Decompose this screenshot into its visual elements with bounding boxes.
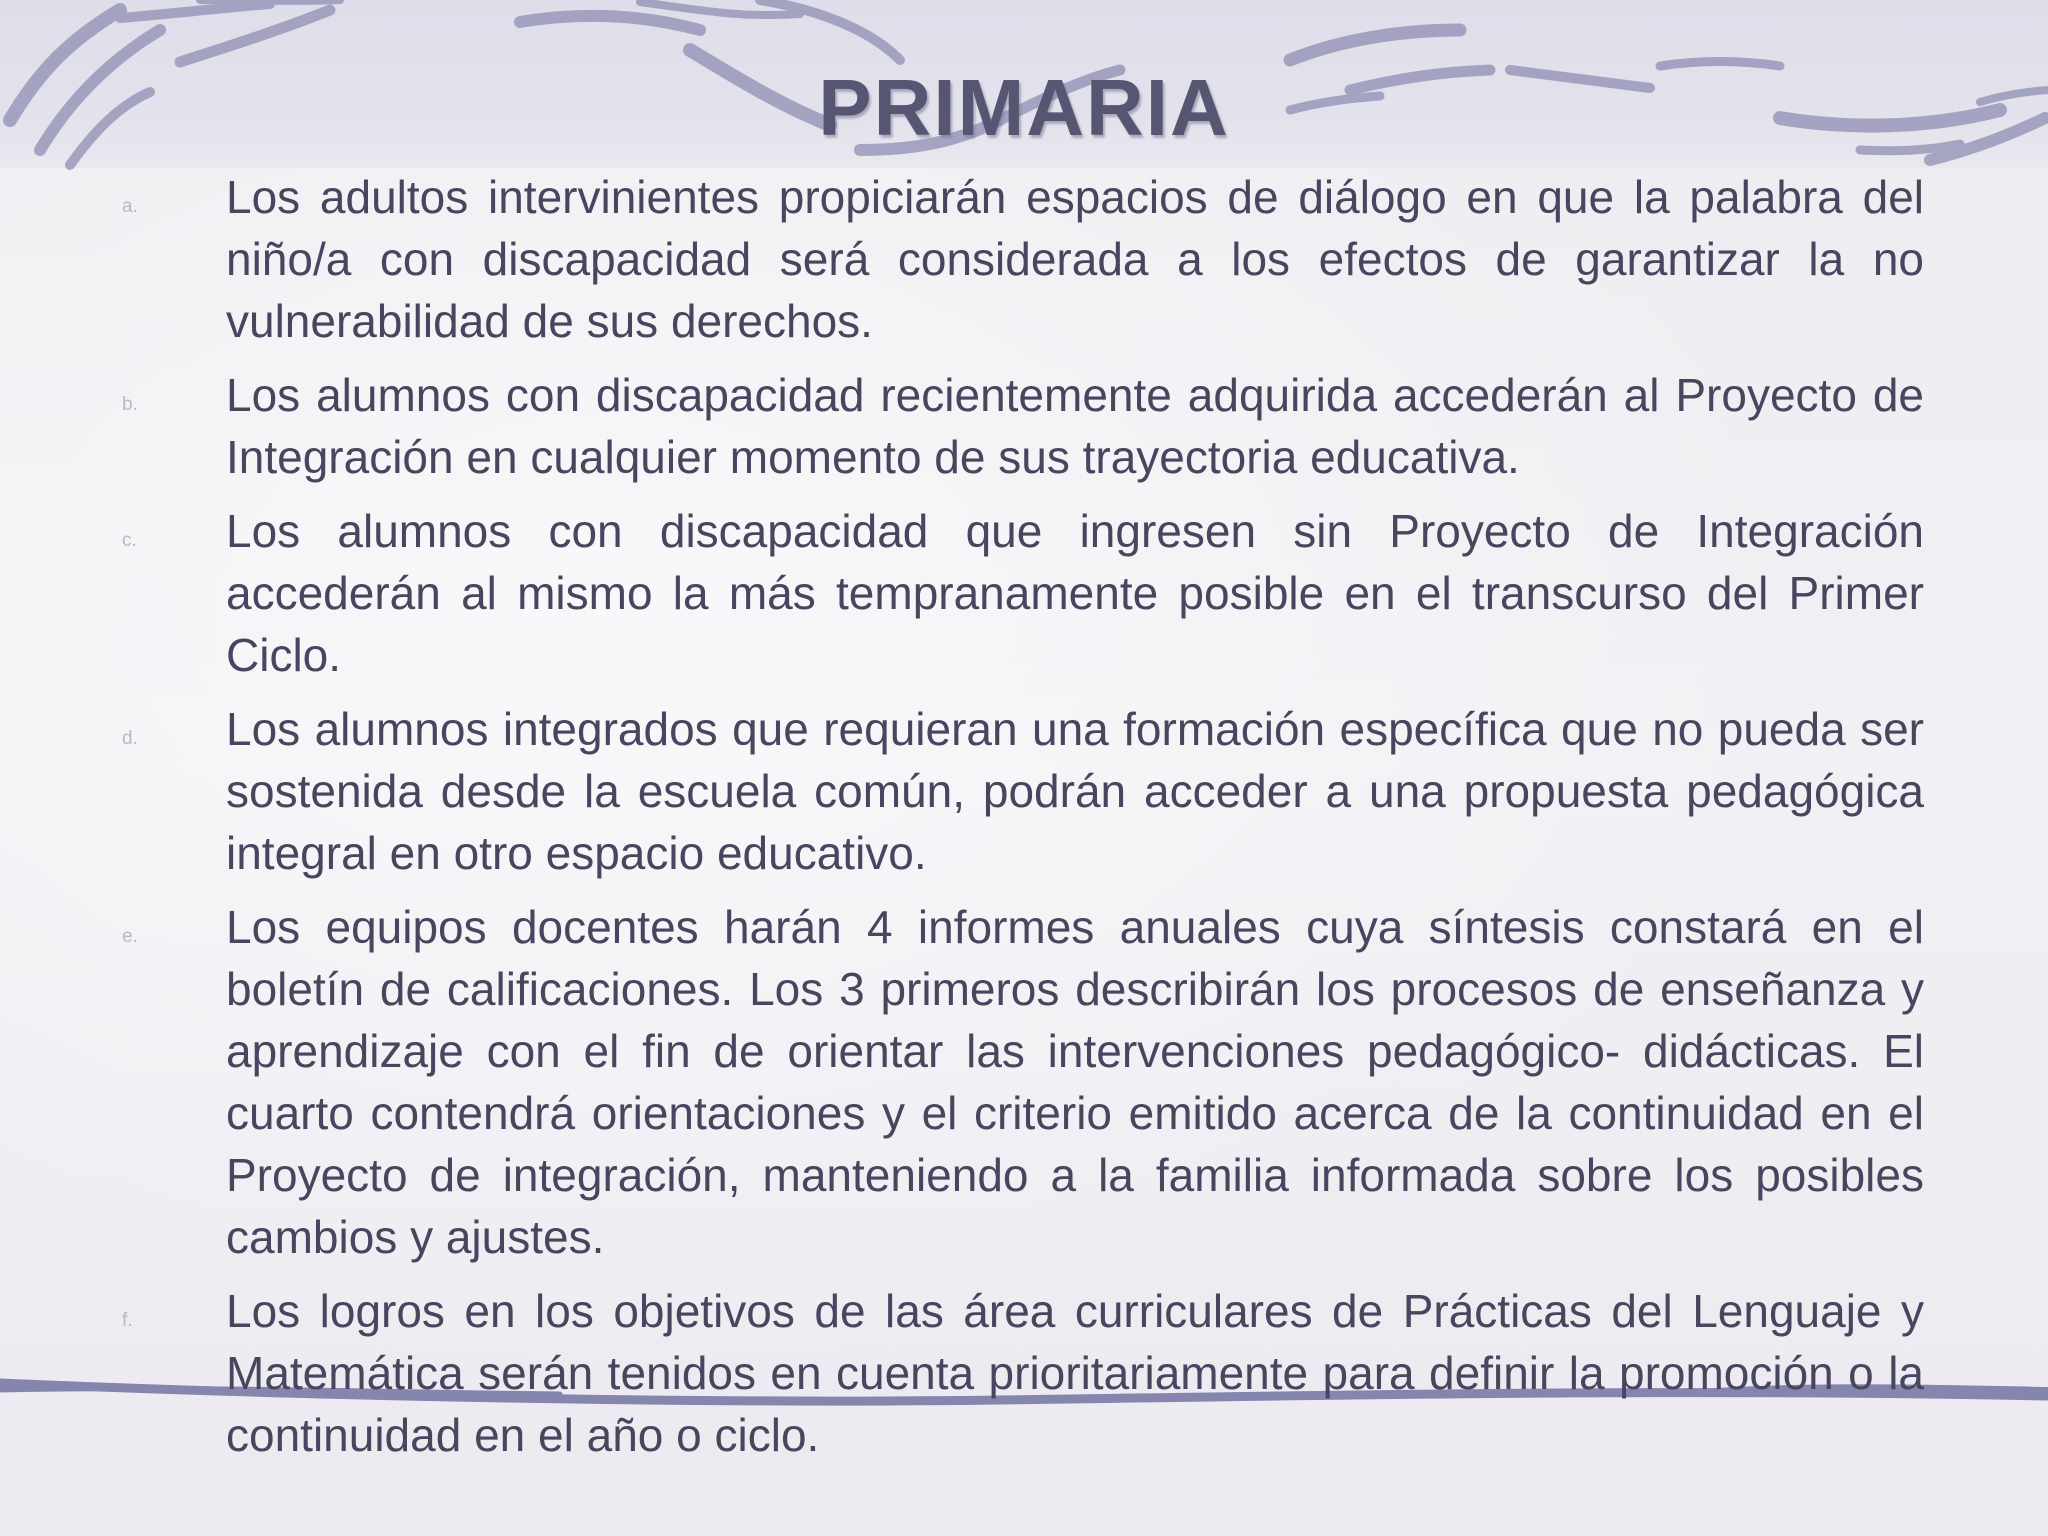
list-item-text: Los alumnos con discapacidad que ingresen sin Proyecto de Integración accederán al mismo la más tempranamente posible en el transcurso del Primer Ciclo. [226,505,1924,681]
list-item-text: Los alumnos integrados que requieran una formación específica que no pueda ser sostenida desde la escuela común, podrán acceder a una propuesta pedagógica integral en otro espacio educativo. [226,703,1924,879]
bullet-list [0,166,2048,1478]
list-item-text: Los alumnos con discapacidad recientemente adquirida accederán al Proyecto de Integración en cualquier momento de sus trayectoria educativa. [226,369,1924,483]
list-item [0,896,2048,1268]
list-marker: d. [122,728,138,749]
list-marker: a. [122,196,138,217]
list-item-text: Los equipos docentes harán 4 informes anuales cuya síntesis constará en el boletín de calificaciones. Los 3 primeros describirán los procesos de enseñanza y aprendizaje con el fin de orientar las intervenciones pedagógico- didácticas. El cuarto contendrá orientaciones y el criterio emitido acerca de la continuidad en el Proyecto de integración, manteniendo a la familia informada sobre los posibles cambios y ajustes. [226,901,1924,1263]
list-item [0,166,2048,352]
list-item-text: Los adultos intervinientes propiciarán espacios de diálogo en que la palabra del niño/a con discapacidad será considerada a los efectos de garantizar la no vulnerabilidad de sus derechos. [226,171,1924,347]
list-item [0,1280,2048,1466]
list-marker: e. [122,926,138,947]
list-item [0,698,2048,884]
list-item [0,500,2048,686]
list-item [0,364,2048,488]
list-marker: c. [122,530,137,551]
list-marker: b. [122,394,138,415]
list-item-text: Los logros en los objetivos de las área curriculares de Prácticas del Lenguaje y Matemática serán tenidos en cuenta prioritariamente para definir la promoción o la continuidad en el año o ciclo. [226,1285,1924,1461]
slide-title: PRIMARIA [818,63,1230,152]
list-marker: f. [122,1310,133,1331]
